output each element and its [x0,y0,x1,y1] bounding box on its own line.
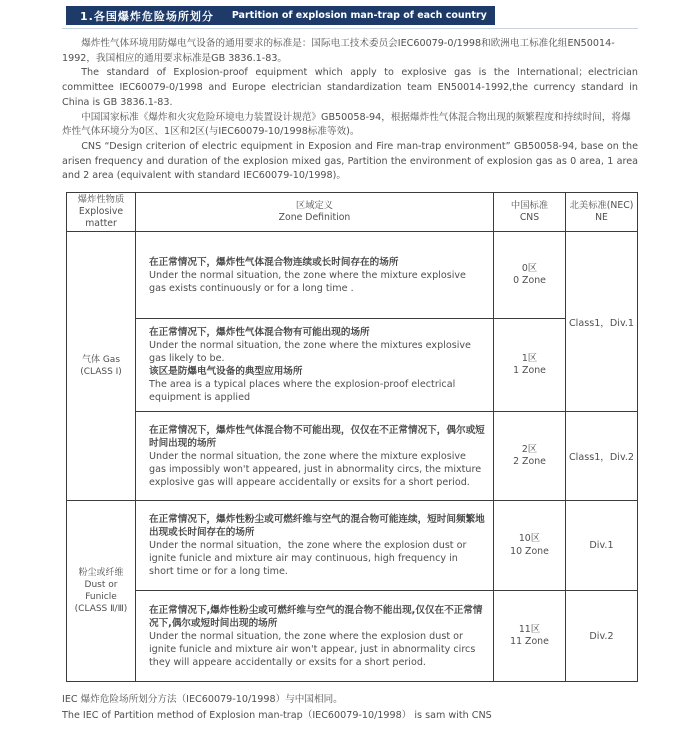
nec-cell-div1: Div.1 [566,501,638,591]
zone2-cns-cell [494,412,566,501]
section-title-en: Partition of explosion man-trap of each country [231,10,487,21]
zone0-definition-cell [136,232,494,319]
matter-cell-gas [67,232,136,501]
zone0-definition-cn: 在正常情况下，爆炸性气体混合物连续或长时间存在的场所 [149,256,399,268]
col-header-zone-definition-en: Zone Definition [278,212,351,224]
table-row-zone1 [67,319,638,412]
footer-notes [62,692,638,723]
content-area [62,6,638,723]
matter-dust-class: (CLASS Ⅱ/Ⅲ) [74,604,128,615]
zone1-definition-cell [136,319,494,412]
zone2-cns-en: 2 Zone [513,456,546,468]
zone0-cns-cell [494,232,566,319]
zone10-cns-en: 10 Zone [510,545,549,557]
intro-paragraph-en-2: CNS “Design criterion of electric equipment in Exposion and Fire man-trap environment” GB50058-94, base on the arisen frequency and duration of the explosion mixed gas, Partition the environment of explosion gas as 0 area, 1 area and 2 area (equivalent with standard IEC60079-10/1998)。 [62,140,638,182]
zone2-cns-cn: 2区 [521,443,538,455]
nec-cell-div2: Div.2 [566,591,638,682]
table-row-zone10 [67,501,638,591]
zone1-definition-en-2: The area is a typical places where the explosion-proof electrical equipment is applied [149,379,456,404]
table-header-row [67,193,638,232]
col-header-zone-definition-cn: 区域定义 [295,200,334,212]
zone1-cns-cn: 1区 [521,352,538,364]
intro-paragraph-cn-2: 中国国家标准《爆炸和火灾危险环境电力装置设计规范》GB50058-94，根据爆炸性气体混合物出现的频繁程度和持续时间，将爆炸性气体环境分为0区、1区和2区(与IEC60079-10/1998标准等效)。 [62,111,631,138]
zone10-cns-cell [494,501,566,591]
intro-paragraph-cn-1: 爆炸性气体环境用防爆电气设备的通用要求的标准是：国际电工技术委员会IEC60079-0/1998和欧洲电工标准化组EN50014-1992，我国相应的通用要求标准是GB 3836.1-83。 [62,38,615,64]
col-header-nec-cn: 北美标准(NEC) [569,200,634,212]
zone11-definition-en: Under the normal situation, the zone where the explosion dust or ignite funicle and mixture air won't appear, just in abnormality circs they will appeare accidentally or exsits for a short period. [149,630,476,668]
col-header-nec-en: NE [595,212,608,224]
matter-dust-label-cn: 粉尘或纤维 [78,568,124,579]
zone1-definition-cn-2: 该区是防爆电气设备的典型应用场所 [149,366,303,378]
zone1-definition-cn-1: 在正常情况下，爆炸性气体混合物有可能出现的场所 [149,327,370,339]
zone11-definition-cell [136,591,494,682]
zone1-cns-cell [494,319,566,412]
zone10-definition-cell [136,501,494,591]
section-title-cn: 1.各国爆炸危险场所划分 [80,9,214,23]
zone1-definition-en-1: Under the normal situation, the zone where the mixtures explosive gas likely to be. [149,340,471,365]
col-header-cns [494,193,566,232]
intro-paragraph-en-1: The standard of Explosion-proof equipment which apply to explosive gas is the International；electrician committee IEC60079-0/1998 and Europe electrician standardization team EN50014-1992,the currency standard in China is GB 3836.1-83. [62,67,638,108]
table-row-zone2 [67,412,638,501]
col-header-cns-cn: 中国标准 [510,200,549,212]
zone10-definition-cn: 在正常情况下，爆炸性粉尘或可燃纤维与空气的混合物可能连续，短时间频繁地出现或长时间存在的场所 [149,514,485,539]
table-row-zone0 [67,232,638,319]
zone10-cns-cn: 10区 [518,533,541,545]
col-header-explosive-matter [67,193,136,232]
section-title-bar [66,6,495,25]
intro-paragraphs [62,37,638,184]
section-header [62,6,638,29]
matter-gas-label: 气体 Gas [81,355,121,366]
zone0-definition-en: Under the normal situation, the zone where the mixture explosive gas exists continuously or for a long time . [149,269,466,294]
matter-dust-label-en: Dust or Funicle [84,580,118,603]
zone0-cns-cn: 0区 [521,262,538,274]
zone10-definition-en: Under the normal situation，the zone where the explosion dust or ignite funicle and mixture air may continuous, high frequency in short time or for a long time. [149,540,467,578]
zone11-cns-en: 11 Zone [510,636,549,648]
col-header-cns-en: CNS [519,212,540,224]
zone11-cns-cell [494,591,566,682]
col-header-zone-definition [136,193,494,232]
zone2-definition-en: Under the normal situation, the zone where the mixture explosive gas impossibly won't appeared, just in abnormality circs, the mixture explosive gas will appeare accidentally or exsits for a short period. [149,450,482,488]
col-header-explosive-matter-en: Explosive matter [78,206,124,230]
footer-note-cn: IEC 爆炸危险场所划分方法（IEC60079-10/1998）与中国相同。 [62,694,343,706]
footer-note-en: The IEC of Partition method of Explosion man-trap（IEC60079-10/1998） is sam with CNS [62,709,492,721]
col-header-nec [566,193,638,232]
zone-classification-table [66,192,638,682]
nec-cell-class1-div1: Class1，Div.1 [566,232,638,412]
zone2-definition-cn: 在正常情况下，爆炸性气体混合物不可能出现，仅仅在不正常情况下，偶尔或短时间出现的场所 [149,424,485,449]
nec-cell-class1-div2: Class1，Div.2 [566,412,638,501]
zone11-definition-cn: 在正常情况下,爆炸性粉尘或可燃纤维与空气的混合物不能出现,仅仅在不正常情况下,偶尔或短时间出现的场所 [149,604,483,629]
col-header-explosive-matter-cn: 爆炸性物质 [77,194,125,206]
zone11-cns-cn: 11区 [518,623,541,635]
matter-cell-dust [67,501,136,682]
zone1-cns-en: 1 Zone [513,365,546,377]
zone0-cns-en: 0 Zone [513,275,546,287]
zone2-definition-cell [136,412,494,501]
matter-gas-class: (CLASS Ⅰ) [80,367,122,378]
table-row-zone11 [67,591,638,682]
